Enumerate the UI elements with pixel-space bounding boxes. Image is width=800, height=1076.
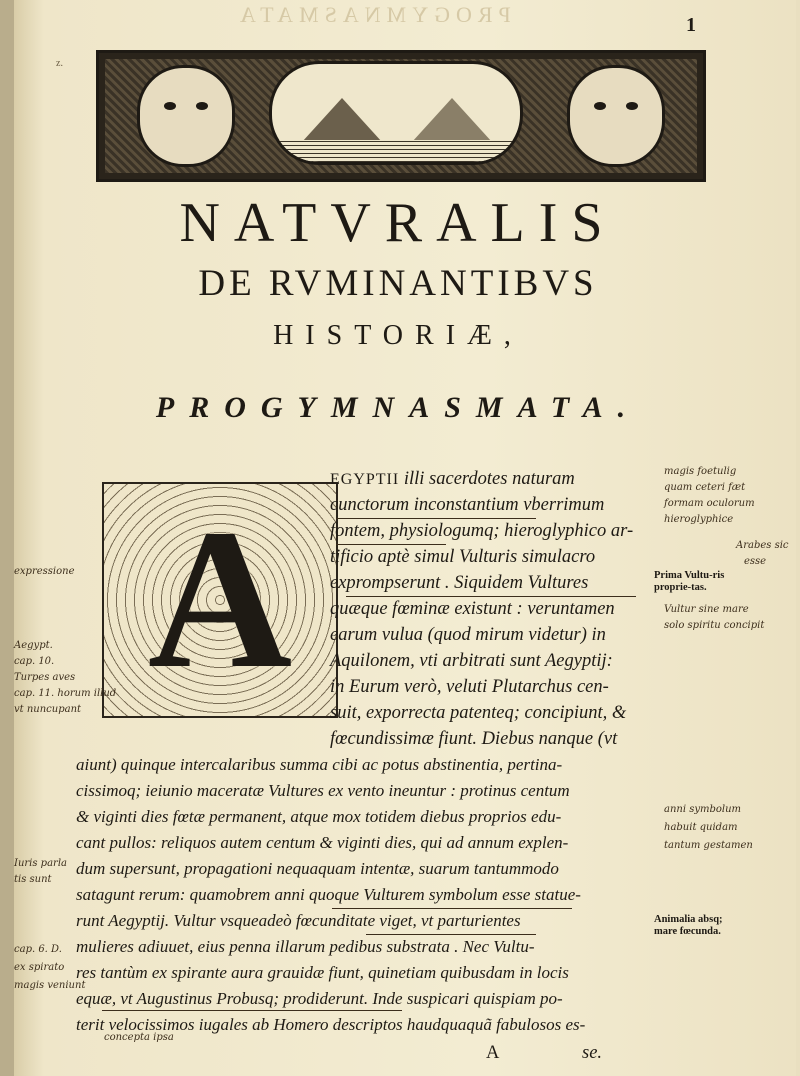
handwritten-note: magis foetulig (664, 466, 737, 477)
left-mask-ornament (137, 65, 235, 167)
handwritten-note: ex spirato (14, 962, 65, 973)
text-line (330, 466, 575, 493)
ink-underline (332, 908, 572, 909)
ink-underline (102, 1010, 402, 1011)
catchword-left: A (486, 1043, 500, 1063)
woodcut-headpiece (96, 50, 706, 182)
right-mask-ornament (567, 65, 665, 167)
mountain-icon (412, 98, 492, 142)
line-text: illi sacerdotes naturam (399, 469, 575, 489)
handwritten-note: esse (744, 556, 767, 567)
handwritten-note: hieroglyphice (664, 514, 734, 525)
title-line-2: DE RVMINANTIBVS (198, 263, 598, 304)
title-line-1: NATVRALIS (179, 192, 617, 254)
handwritten-note: Vultur sine mare (664, 604, 749, 615)
text-line: & viginti dies fœtæ permanent, atque mox totidem diebus proprios edu- (76, 807, 562, 826)
book-spine-edge (0, 0, 14, 1076)
text-line: earum vulua (quod mirum videtur) in (330, 625, 606, 645)
ink-underline (366, 934, 536, 935)
section-heading: PROGYMNASMATA. (155, 391, 641, 424)
text-line: fœcundissimæ fiunt. Diebus nanque (vt (330, 729, 618, 749)
handwritten-note: vt nuncupant (14, 704, 82, 715)
text-line: runt Aegyptij. Vultur vsqueadeò fœcunditate viget, vt parturientes (76, 911, 521, 930)
handwritten-note: formam oculorum (664, 498, 755, 509)
water-hatching (272, 140, 520, 162)
ink-underline (336, 544, 446, 545)
handwritten-note: tantum gestamen (664, 840, 753, 851)
ink-underline (336, 518, 536, 519)
text-line: tificio aptè simul Vulturis simulacro (330, 547, 596, 567)
handwritten-note: Aegypt. (14, 640, 53, 651)
handwritten-note: Iuris parla (14, 858, 67, 869)
handwritten-note: Arabes sic (736, 540, 789, 551)
text-line: terit velocissimos iugales ab Homero descriptos haudquaquã fabulosos es- (76, 1015, 586, 1034)
text-line: Aquilonem, vti arbitrati sunt Aegyptij: (330, 651, 613, 671)
text-line: cissimoq; ieiunio maceratæ Vultures ex vento ineuntur : protinus centum (76, 781, 570, 800)
text-line: cunctorum inconstantium vberrimum (330, 495, 605, 515)
landscape-vignette (269, 61, 523, 165)
decorated-initial (102, 482, 338, 718)
text-line: satagunt rerum: quamobrem anni quoque Vulturem symbolum esse statue- (76, 885, 581, 904)
text-line: equæ, vt Augustinus Probusq; prodiderunt. Inde suspicari quispiam po- (76, 989, 563, 1008)
initial-letter: A (147, 489, 293, 710)
handwritten-note: concepta ipsa (104, 1032, 174, 1043)
handwritten-note: expressione (14, 566, 75, 577)
handwritten-note: magis veniunt (14, 980, 86, 991)
text-line: aiunt) quinque intercalaribus summa cibi ac potus abstinentia, pertina- (76, 755, 563, 774)
handwritten-note: habuit quidam (664, 822, 738, 833)
text-line: quæque fœminæ existunt : veruntamen (330, 599, 615, 619)
handwritten-note: Turpes aves (14, 672, 76, 683)
lead-word: EGYPTII (330, 471, 400, 488)
text-line: dum supersunt, propagationi nequaquam intentæ, suarum tantummodo (76, 859, 559, 878)
handwritten-note: anni symbolum (664, 804, 742, 815)
text-line: cant pullos: reliquos autem centum & viginti dies, qui ad annum explen- (76, 833, 569, 852)
text-line: mulieres adiuuet, eius penna illarum pedibus substrata . Nec Vultu- (76, 937, 535, 956)
title-line-3: HISTORIÆ, (273, 320, 523, 351)
handwritten-note: cap. 6. D. (14, 944, 62, 955)
book-page (14, 0, 796, 1076)
text-line: fontem, physiologumq; hieroglyphico ar- (330, 521, 634, 541)
handwritten-note: cap. 10. (14, 656, 55, 667)
handwritten-note: solo spiritu concipit (664, 620, 765, 631)
text-line: exprompserunt . Siquidem Vultures (330, 573, 589, 593)
page-number: 1 (686, 14, 696, 36)
text-line: suit, exporrecta patenteq; concipiunt, & (330, 703, 627, 723)
ink-underline (346, 596, 636, 597)
ghost-running-head: PROGYMNASMATA (234, 2, 511, 27)
handwritten-note: tis sunt (14, 874, 52, 885)
marginal-mark: z. (56, 58, 63, 69)
text-line: res tantùm ex spirante aura grauidæ fiunt, quinetiam quibusdam in locis (76, 963, 569, 982)
catchword: se. (582, 1043, 603, 1063)
mountain-icon (302, 98, 382, 142)
text-line: in Eurum verò, veluti Plutarchus cen- (330, 677, 609, 697)
handwritten-note: cap. 11. horum illud (14, 688, 117, 699)
printed-side-note: Animalia absq; mare fœcunda. (654, 914, 723, 937)
printed-side-note: Prima Vultu-ris proprie-tas. (654, 570, 725, 593)
handwritten-note: quam ceteri fæt (664, 482, 746, 493)
